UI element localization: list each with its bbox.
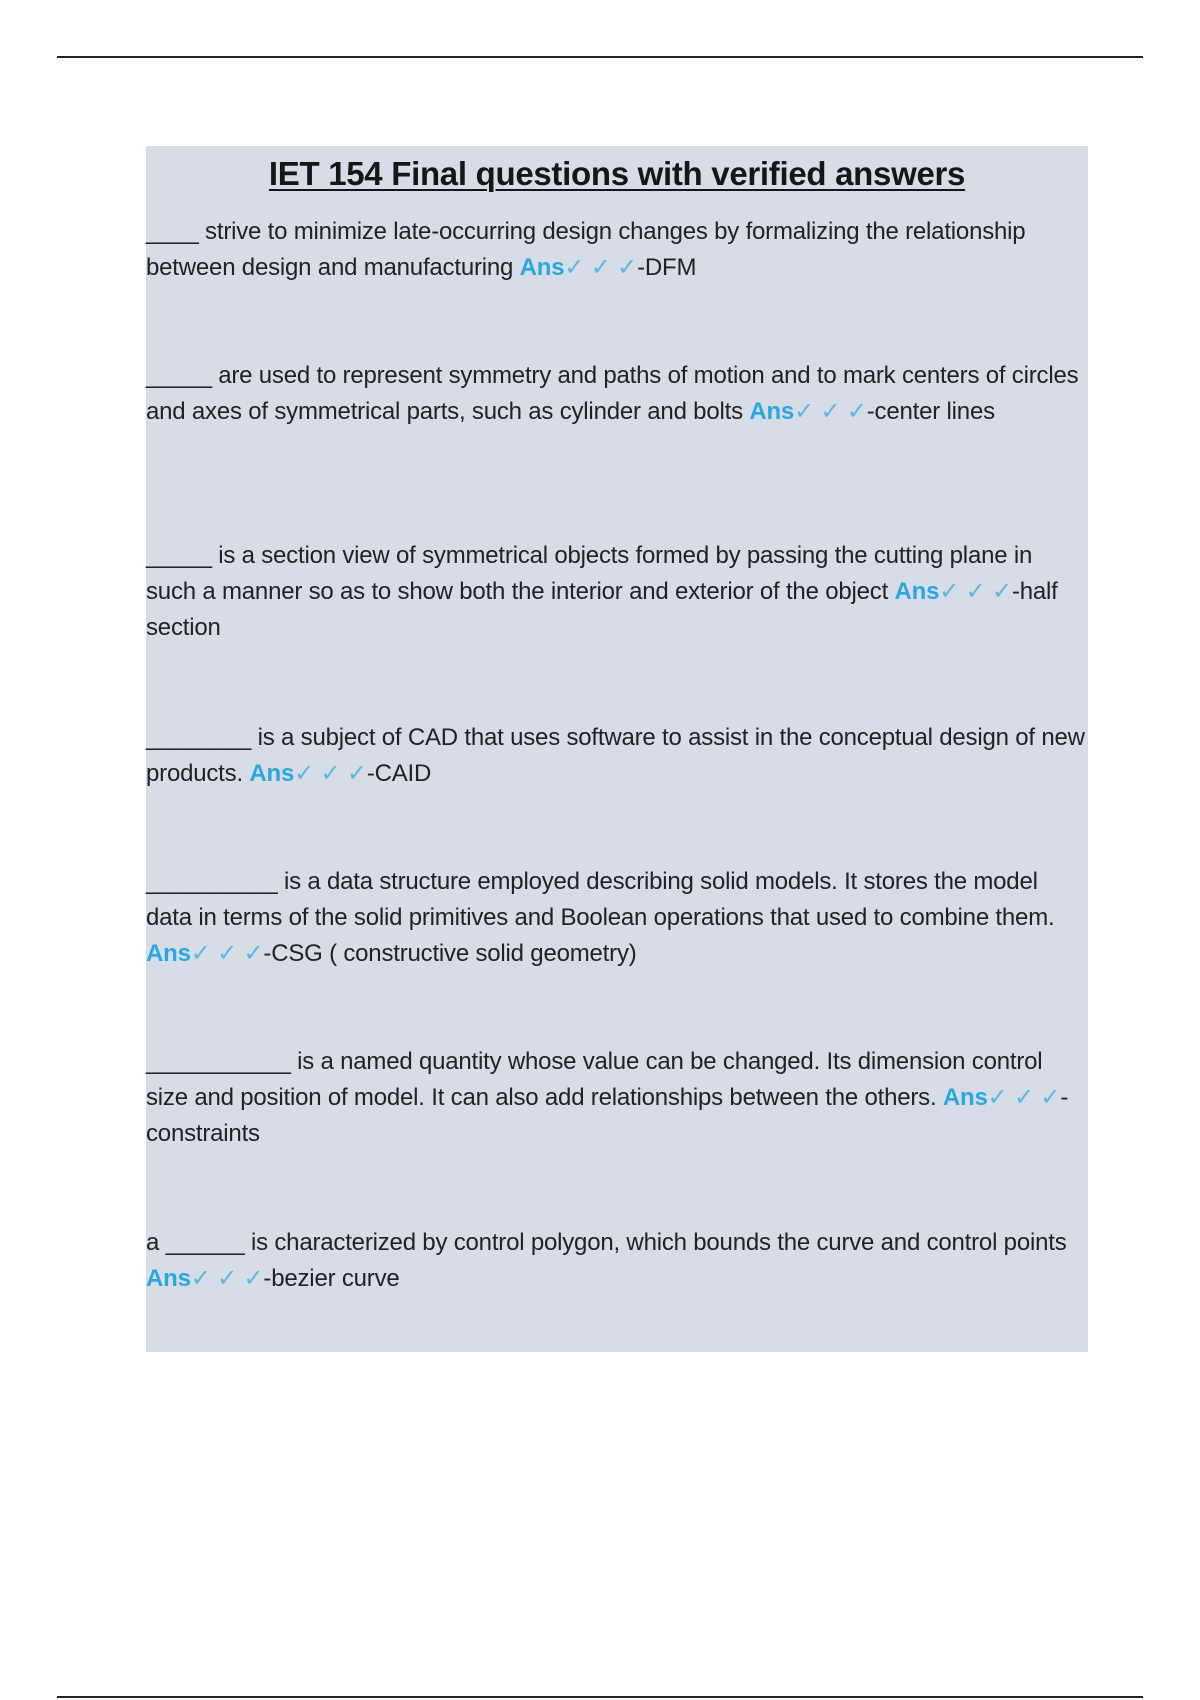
qa-item-4 [146,720,1088,792]
answer-label: Ans [519,254,565,281]
answer-text: -CSG ( constructive solid geometry) [263,940,637,967]
qa-item-3 [146,538,1088,646]
check-marks: ✓ ✓ ✓ [987,1084,1061,1111]
check-marks: ✓ ✓ ✓ [939,578,1012,605]
question-text: _____ is a section view of symmetrical objects formed by passing the cutting plane in such a manner so as to show both the interior and exterior of the object [146,542,1033,605]
answer-text: -constraints [146,1084,1069,1147]
header-rule [57,56,1143,58]
answer-text: -CAID [366,760,432,787]
answer-label: Ans [249,760,295,787]
check-marks: ✓ ✓ ✓ [564,254,638,281]
document-title: IET 154 Final questions with verified answers [268,155,966,192]
answer-label: Ans [146,1265,191,1292]
check-marks: ✓ ✓ ✓ [190,940,264,967]
content-panel [146,146,1088,1352]
footer-rule [57,1696,1143,1698]
question-text: ____ strive to minimize late-occurring design changes by formalizing the relationship between design and manufacturing [146,218,1026,281]
answer-text: -center lines [866,398,995,425]
qa-item-5 [146,864,1088,972]
check-marks: ✓ ✓ ✓ [794,398,867,425]
answer-text: -DFM [637,254,697,281]
check-marks: ✓ ✓ ✓ [190,1265,264,1292]
question-text: _____ are used to represent symmetry and paths of motion and to mark centers of circles and axes of symmetrical parts, such as cylinder and bolts [146,362,1079,425]
answer-label: Ans [146,940,191,967]
answer-label: Ans [894,578,940,605]
question-text: ________ is a subject of CAD that uses software to assist in the conceptual design of new products. [146,724,1085,787]
answer-label: Ans [942,1084,988,1111]
check-marks: ✓ ✓ ✓ [294,760,367,787]
answer-label: Ans [749,398,795,425]
qa-item-1 [146,214,1088,286]
qa-item-7 [146,1225,1088,1297]
question-text: ___________ is a named quantity whose value can be changed. Its dimension control size and position of model. It can also add relationships between the others. [146,1048,1043,1111]
answer-text: -bezier curve [263,1265,400,1292]
answer-text: -half section [146,578,1058,641]
qa-item-6 [146,1044,1088,1152]
qa-item-2 [146,358,1088,430]
question-text: __________ is a data structure employed describing solid models. It stores the model data in terms of the solid primitives and Boolean operations that used to combine them. [146,868,1055,931]
question-text: a ______ is characterized by control polygon, which bounds the curve and control points [146,1229,1067,1256]
